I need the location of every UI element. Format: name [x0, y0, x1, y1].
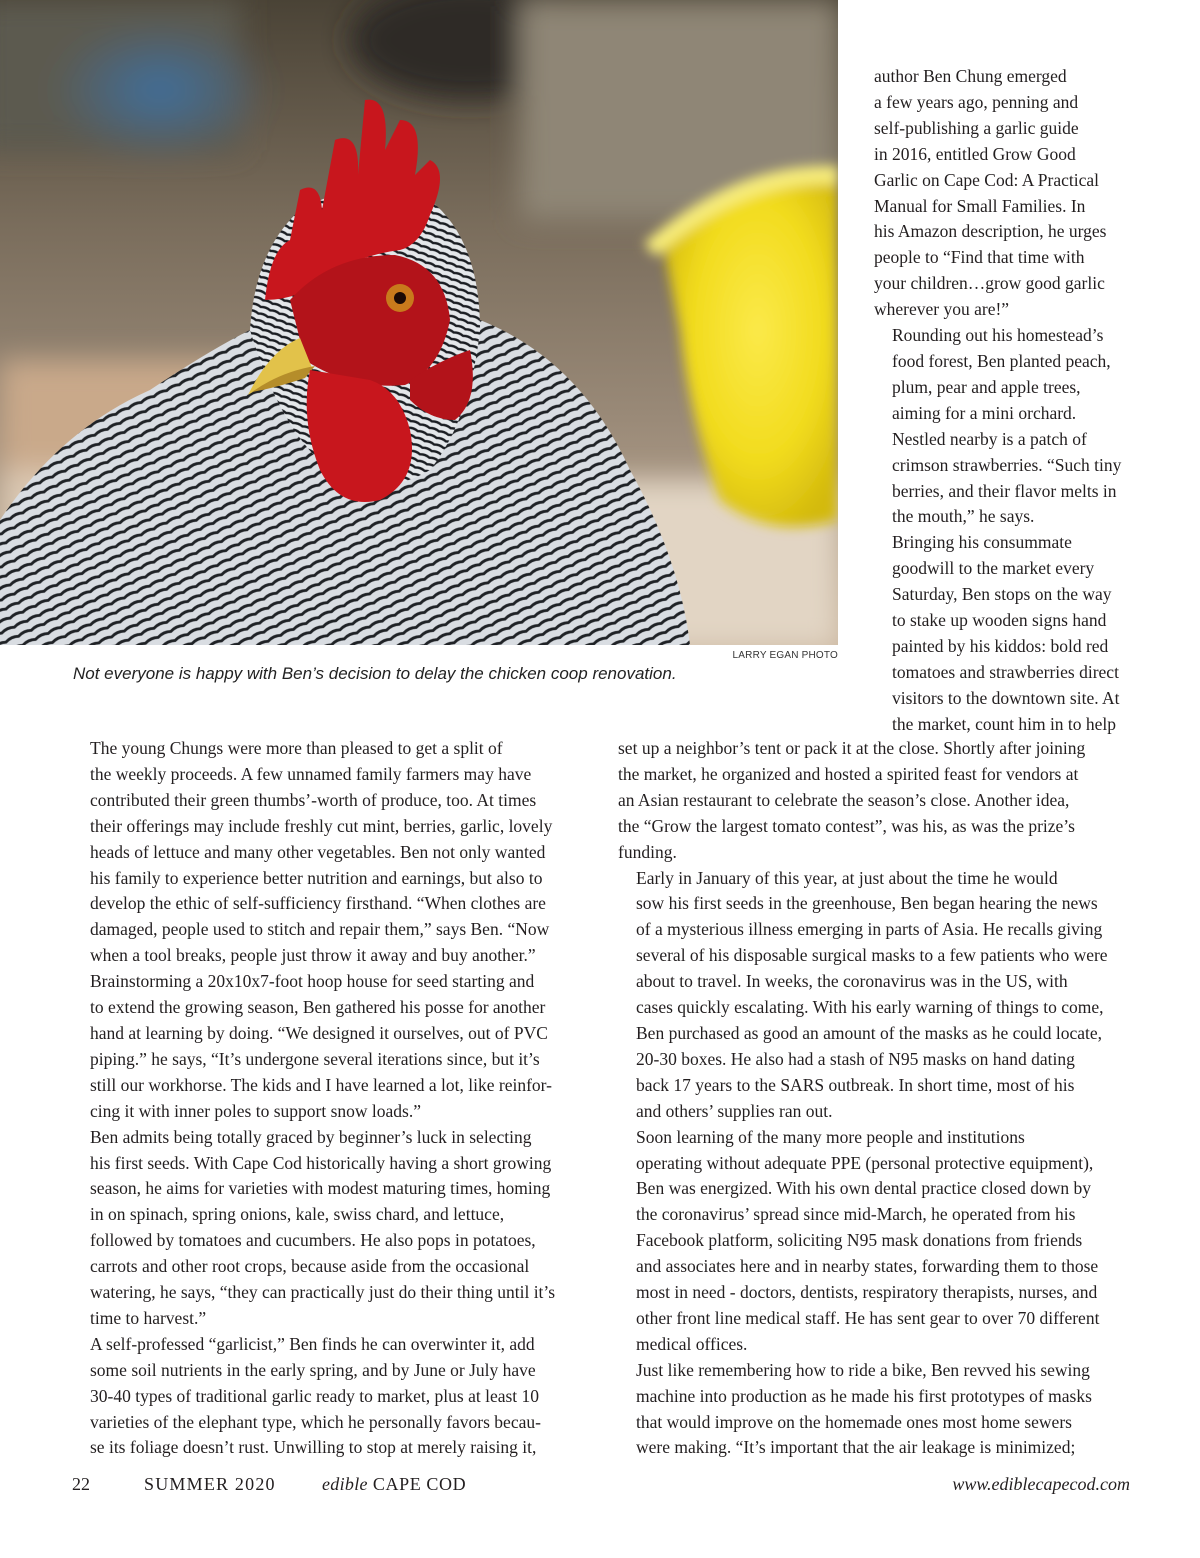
text-line: visitors to the downtown site. At [892, 687, 1120, 708]
text-line: painted by his kiddos: bold red [892, 635, 1109, 656]
text-line: a few years ago, penning and [874, 91, 1079, 112]
text-line: contributed their green thumbs’-worth of produce, too. At times [90, 789, 537, 810]
text-line: of a mysterious illness emerging in parts of Asia. He recalls giving [636, 919, 1103, 940]
text-line: crimson strawberries. “Such tiny [892, 454, 1122, 475]
text-line: when a tool breaks, people just throw it away and buy another.” [90, 945, 536, 966]
text-line: the “Grow the largest tomato contest”, was his, as was the prize’s [618, 815, 1075, 836]
text-line: cing it with inner poles to support snow loads.” [90, 1100, 422, 1121]
issue-label: SUMMER 2020 [144, 1474, 276, 1494]
text-line: The young Chungs were more than pleased to get a split of [90, 738, 503, 758]
magazine-title [322, 1474, 466, 1495]
text-line: Ben was energized. With his own dental practice closed down by [636, 1178, 1091, 1199]
text-line: operating without adequate PPE (personal protective equipment), [636, 1152, 1094, 1173]
text-line: the market, count him in to help [892, 713, 1117, 734]
text-line: most in need - doctors, dentists, respiratory therapists, nurses, and [636, 1282, 1098, 1303]
text-line: back 17 years to the SARS outbreak. In short time, most of his [636, 1074, 1075, 1095]
text-line: self-publishing a garlic guide [874, 117, 1079, 138]
text-line: your children…grow good garlic [874, 273, 1105, 294]
website-link[interactable]: www.ediblecapecod.com [952, 1474, 1130, 1494]
text-line: Rounding out his homestead’s [892, 325, 1104, 346]
rooster-photo [0, 0, 838, 645]
paragraph [72, 736, 582, 969]
paragraph [874, 530, 1144, 737]
text-line: Soon learning of the many more people and institutions [636, 1126, 1025, 1147]
paragraph [618, 866, 1133, 1125]
text-line: were making. “It’s important that the air leakage is minimized; [636, 1437, 1076, 1458]
text-line: that would improve on the homemade ones most home sewers [636, 1411, 1072, 1432]
text-line: season, he aims for varieties with modest maturing times, homing [90, 1178, 551, 1199]
page-number: 22 [72, 1474, 90, 1494]
text-line: Early in January of this year, at just about the time he would [636, 867, 1058, 888]
text-line: his Amazon description, he urges [874, 221, 1107, 242]
text-line: Brainstorming a 20x10x7-foot hoop house for seed starting and [90, 971, 535, 992]
text-line: A self-professed “garlicist,” Ben finds he can overwinter it, add [90, 1333, 535, 1354]
text-line: in 2016, entitled Grow Good [874, 143, 1076, 164]
text-line: the mouth,” he says. [892, 506, 1035, 527]
text-line: se its foliage doesn’t rust. Unwilling to stop at merely raising it, [90, 1437, 537, 1458]
text-line: tomatoes and strawberries direct [892, 661, 1119, 682]
text-line: varieties of the elephant type, which he personally favors becau- [90, 1411, 541, 1432]
text-line: time to harvest.” [90, 1307, 207, 1328]
text-line: carrots and other root crops, because aside from the occasional [90, 1256, 530, 1277]
text-line: their offerings may include freshly cut mint, berries, garlic, lovely [90, 815, 553, 836]
text-line: heads of lettuce and many other vegetables. Ben not only wanted [90, 841, 546, 862]
magazine-title-name: CAPE COD [372, 1474, 467, 1494]
paragraph [72, 1125, 582, 1332]
text-line: still our workhorse. The kids and I have learned a lot, like reinfor- [90, 1074, 552, 1095]
text-line: some soil nutrients in the early spring, and by June or July have [90, 1359, 536, 1380]
right-column-top [874, 64, 1144, 738]
paragraph [72, 969, 582, 1124]
text-line: develop the ethic of self-sufficiency firsthand. “When clothes are [90, 893, 546, 914]
text-line: several of his disposable surgical masks to a few patients who were [636, 945, 1108, 966]
text-line: people to “Find that time with [874, 247, 1085, 268]
paragraph [618, 1358, 1133, 1462]
text-line: and associates here and in nearby states, forwarding them to those [636, 1256, 1099, 1277]
text-line: set up a neighbor’s tent or pack it at the close. Shortly after joining [618, 738, 1086, 758]
text-line: damaged, people used to stitch and repair them,” says Ben. “Now [90, 919, 550, 940]
text-line: machine into production as he made his first prototypes of masks [636, 1385, 1092, 1406]
paragraph [874, 64, 1144, 323]
text-line: hand at learning by doing. “We designed it ourselves, out of PVC [90, 1022, 548, 1043]
text-line: his first seeds. With Cape Cod historically having a short growing [90, 1152, 552, 1173]
text-line: watering, he says, “they can practically just do their thing until it’s [90, 1282, 556, 1303]
text-line: piping.” he says, “It’s undergone several iterations since, but it’s [90, 1048, 540, 1069]
text-line: author Ben Chung emerged [874, 66, 1067, 86]
text-line: about to travel. In weeks, the coronavirus was in the US, with [636, 971, 1068, 992]
right-column-bottom [618, 736, 1133, 1461]
text-line: Garlic on Cape Cod: A Practical [874, 169, 1100, 190]
text-line: Just like remembering how to ride a bike, Ben revved his sewing [636, 1359, 1090, 1380]
photo-caption: Not everyone is happy with Ben’s decision to delay the chicken coop renovation. [73, 664, 677, 683]
photo-credit: LARRY EGAN PHOTO [732, 650, 838, 661]
text-line: Bringing his consummate [892, 532, 1072, 553]
text-line: an Asian restaurant to celebrate the season’s close. Another idea, [618, 789, 1070, 810]
text-line: berries, and their flavor melts in [892, 480, 1117, 501]
text-line: Nestled nearby is a patch of [892, 428, 1087, 449]
text-line: Manual for Small Families. In [874, 195, 1086, 216]
text-line: and others’ supplies ran out. [636, 1100, 833, 1121]
text-line: 30-40 types of traditional garlic ready to market, plus at least 10 [90, 1385, 540, 1406]
paragraph [874, 323, 1144, 530]
paragraph [72, 1332, 582, 1462]
text-line: food forest, Ben planted peach, [892, 350, 1111, 371]
text-line: Saturday, Ben stops on the way [892, 584, 1112, 605]
paragraph [618, 736, 1133, 866]
text-line: cases quickly escalating. With his early warning of things to come, [636, 997, 1104, 1018]
text-line: other front line medical staff. He has sent gear to over 70 different [636, 1307, 1100, 1328]
text-line: in on spinach, spring onions, kale, swiss chard, and lettuce, [90, 1204, 505, 1225]
text-line: medical offices. [636, 1333, 748, 1354]
text-line: to stake up wooden signs hand [892, 610, 1107, 631]
left-column [72, 736, 582, 1461]
text-line: Ben admits being totally graced by beginner’s luck in selecting [90, 1126, 532, 1147]
text-line: plum, pear and apple trees, [892, 376, 1081, 397]
page-footer [72, 1474, 1130, 1500]
text-line: Facebook platform, soliciting N95 mask donations from friends [636, 1230, 1083, 1251]
text-line: to extend the growing season, Ben gathered his posse for another [90, 997, 546, 1018]
text-line: sow his first seeds in the greenhouse, Ben began hearing the news [636, 893, 1098, 914]
text-line: wherever you are!” [874, 299, 1010, 320]
text-line: funding. [618, 841, 677, 862]
text-line: the weekly proceeds. A few unnamed family farmers may have [90, 763, 532, 784]
text-line: the coronavirus’ spread since mid-March, he operated from his [636, 1204, 1076, 1225]
text-line: goodwill to the market every [892, 558, 1095, 579]
text-line: followed by tomatoes and cucumbers. He also pops in potatoes, [90, 1230, 536, 1251]
text-line: aiming for a mini orchard. [892, 402, 1077, 423]
text-line: 20-30 boxes. He also had a stash of N95 masks on hand dating [636, 1048, 1075, 1069]
text-line: the market, he organized and hosted a spirited feast for vendors at [618, 763, 1079, 784]
paragraph [618, 1125, 1133, 1358]
text-line: Ben purchased as good an amount of the masks as he could locate, [636, 1022, 1103, 1043]
magazine-title-italic: edible [322, 1474, 368, 1494]
text-line: his family to experience better nutrition and earnings, but also to [90, 867, 543, 888]
